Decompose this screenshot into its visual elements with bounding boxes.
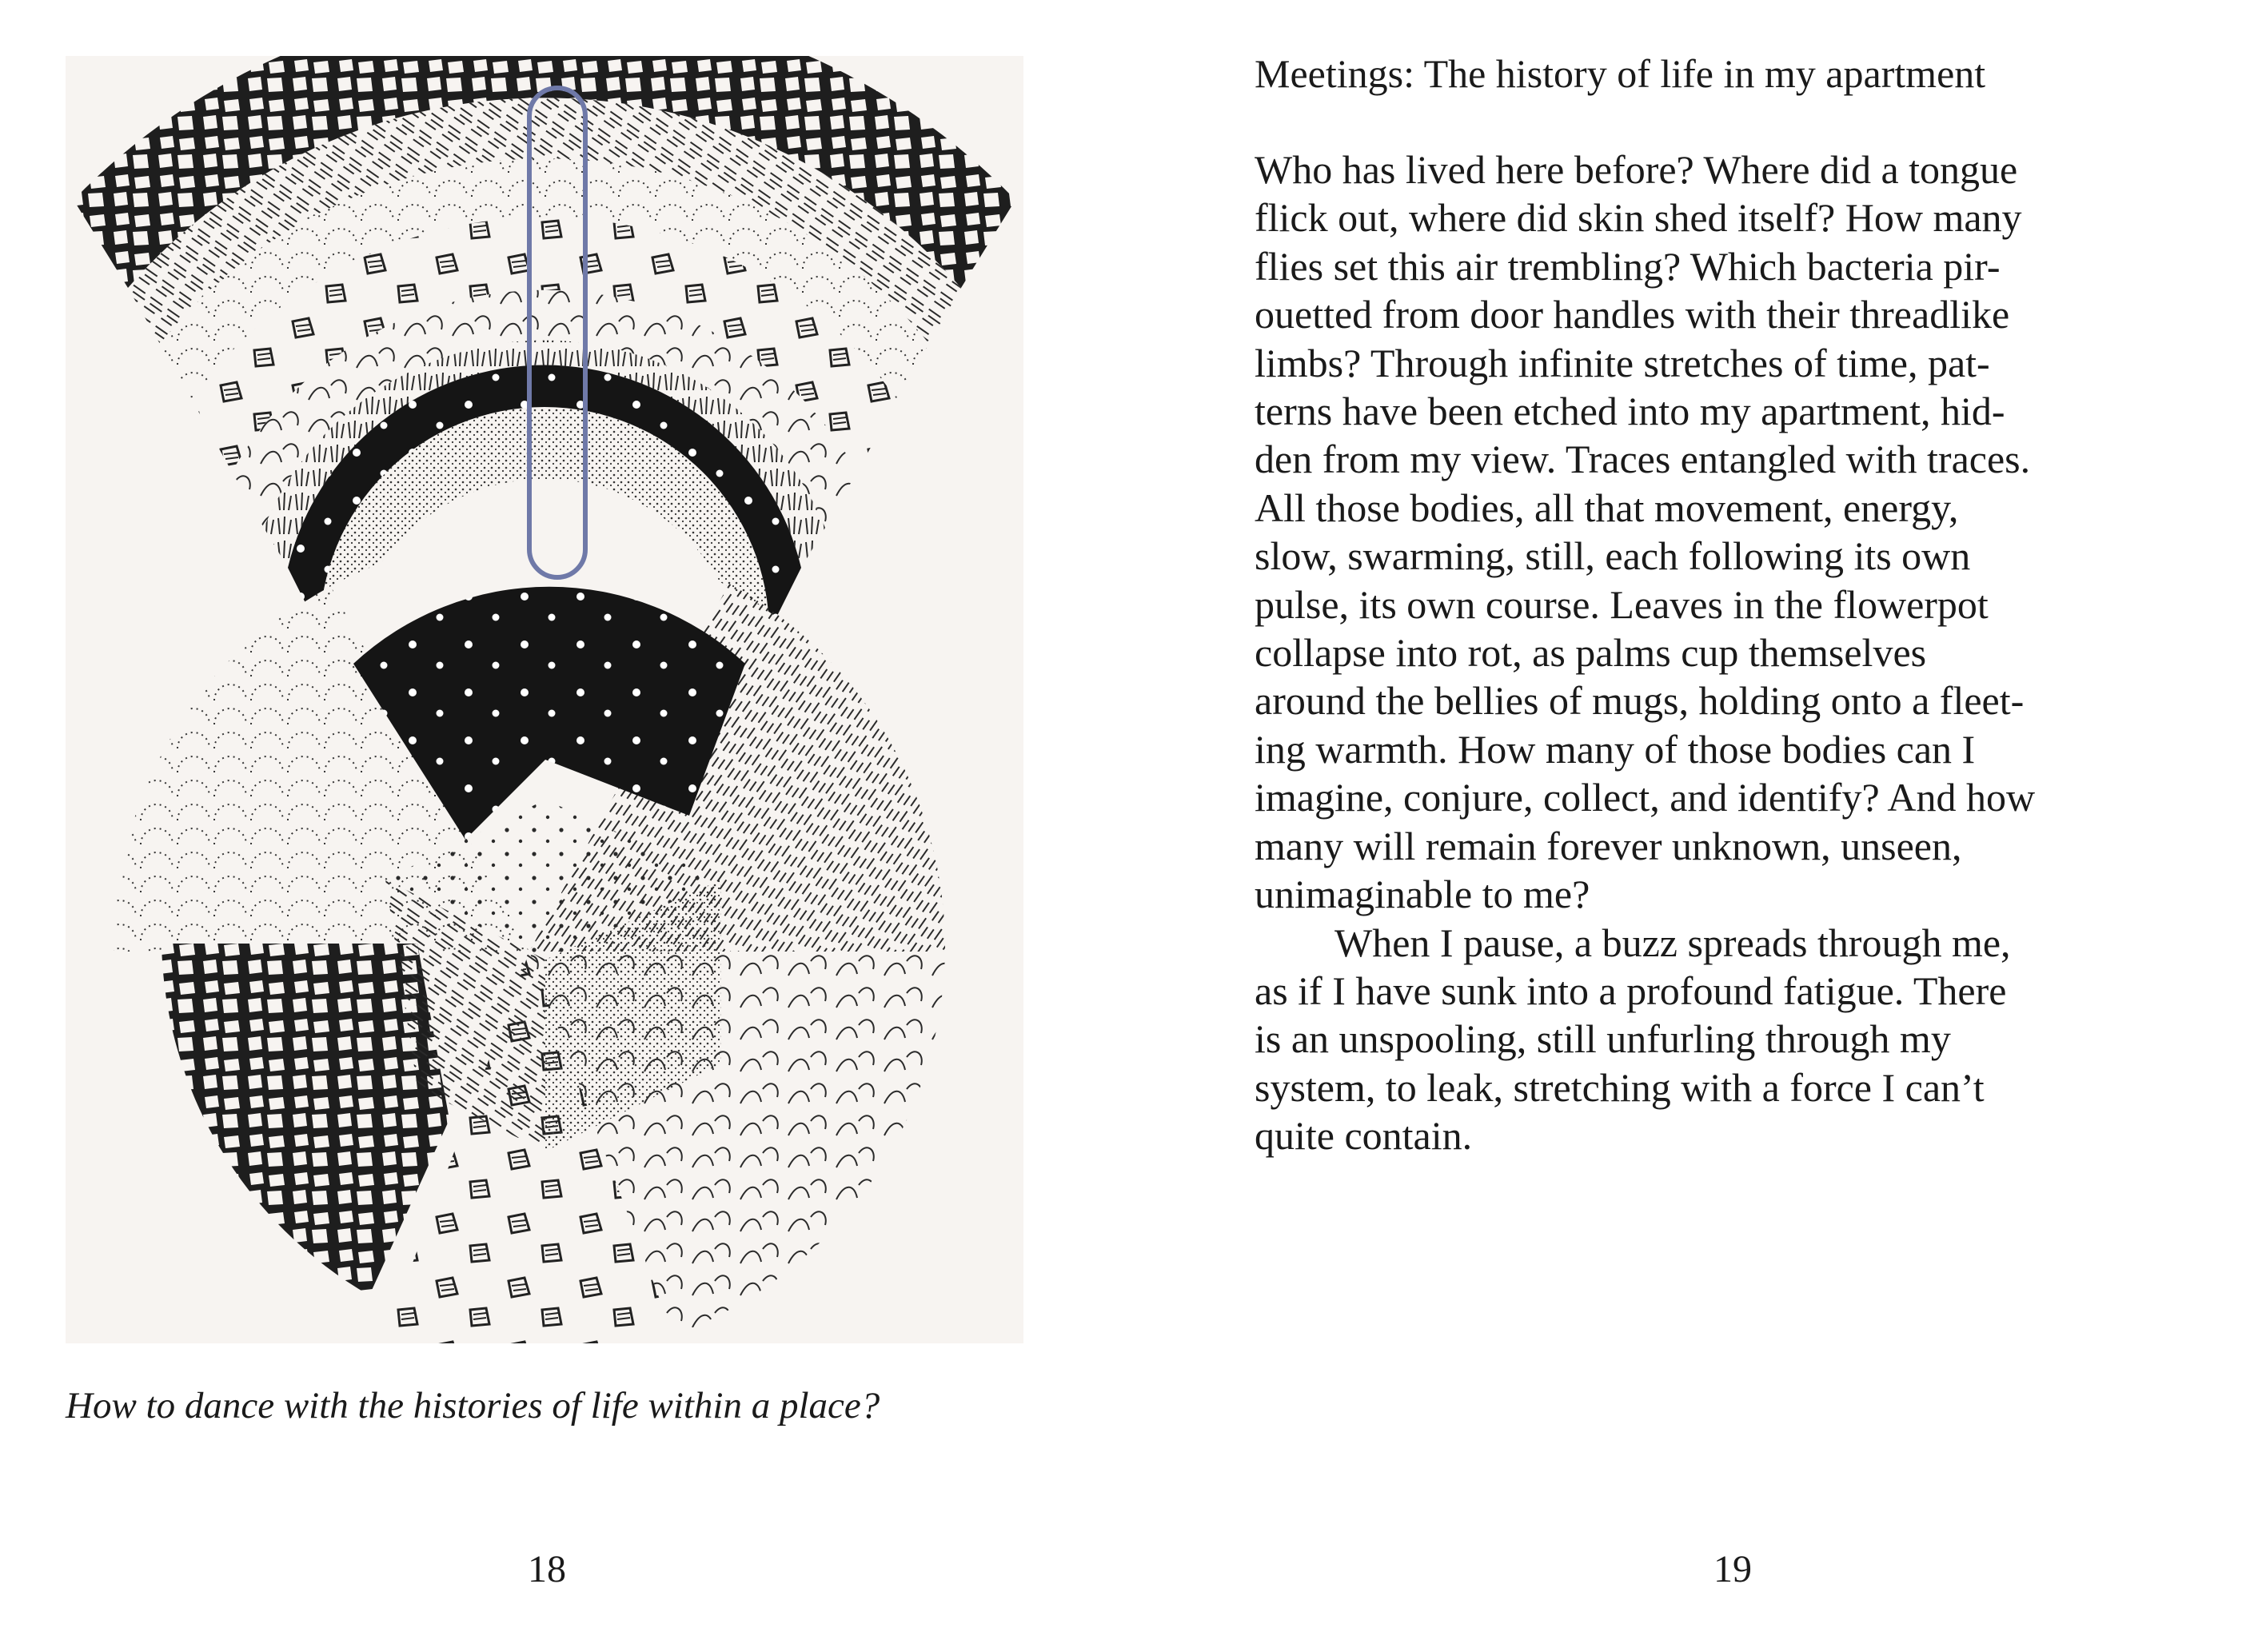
- text-line: slow, swarming, still, each following its own: [1255, 533, 1971, 579]
- text-line: collapse into rot, as palms cup themselves: [1255, 630, 1927, 676]
- text-line: All those bodies, all that movement, energy,: [1255, 485, 1959, 530]
- text-line: ing warmth. How many of those bodies can I: [1255, 726, 1976, 772]
- text-line: ouetted from door handles with their threadlike: [1255, 292, 2010, 337]
- paragraph-2: [1255, 919, 2238, 1160]
- text-line: terns have been etched into my apartment, hid-: [1255, 389, 2005, 434]
- text-line: limbs? Through infinite stretches of time, pat-: [1255, 340, 1990, 385]
- text-line: den from my view. Traces entangled with traces.: [1255, 437, 2031, 482]
- paragraph-1: [1255, 146, 2238, 919]
- text-line: flies set this air trembling? Which bacteria pir-: [1255, 243, 2001, 289]
- page-number-right: 19: [1713, 1548, 1752, 1590]
- text-line: Who has lived here before? Where did a tongue: [1255, 147, 2018, 192]
- essay-title: Meetings: The history of life in my apartment: [1255, 51, 1986, 96]
- essay-body: [1255, 146, 2238, 1160]
- text-line: imagine, conjure, collect, and identify? And how: [1255, 775, 2036, 820]
- text-line: around the bellies of mugs, holding onto a fleet-: [1255, 678, 2025, 724]
- essay: [1255, 50, 2238, 1160]
- ink-drawing-icon: [66, 56, 1023, 1343]
- page-number-left: 18: [528, 1548, 566, 1590]
- text-line: When I pause, a buzz spreads through me,: [1334, 920, 2011, 965]
- text-line: pulse, its own course. Leaves in the flowerpot: [1255, 581, 1989, 627]
- ink-drawing-illustration: [66, 56, 1023, 1343]
- text-line: quite contain.: [1255, 1113, 1473, 1159]
- text-line: flick out, where did skin shed itself? How many: [1255, 195, 2022, 241]
- text-line: as if I have sunk into a profound fatigue. There: [1255, 968, 2007, 1013]
- text-line: many will remain forever unknown, unseen,: [1255, 823, 1962, 868]
- illustration-caption: How to dance with the histories of life within a place?: [66, 1385, 880, 1427]
- text-line: is an unspooling, still unfurling through my: [1255, 1016, 1951, 1062]
- text-line: unimaginable to me?: [1255, 872, 1590, 917]
- text-line: system, to leak, stretching with a force I can’t: [1255, 1064, 1985, 1110]
- right-page: [1133, 0, 2266, 1652]
